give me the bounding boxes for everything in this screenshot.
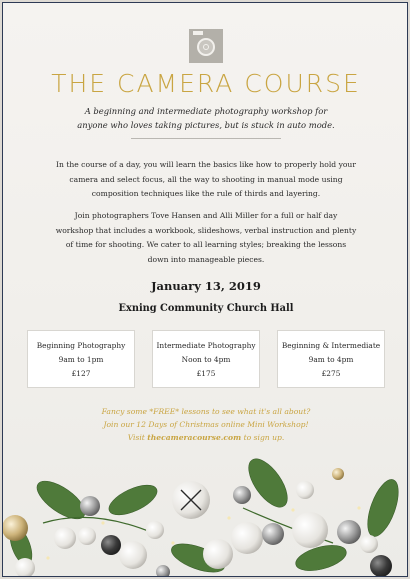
website-link[interactable]: thecameracourse.com (147, 433, 242, 442)
divider (131, 138, 281, 139)
session-price: £175 (196, 369, 216, 378)
promo-line-3: Visit thecameracourse.com to sign up. (127, 433, 285, 442)
session-time: 9am to 1pm (58, 355, 104, 364)
session-name: Beginning & Intermediate (281, 341, 381, 350)
session-name: Intermediate Photography (156, 341, 256, 350)
christmas-decoration-image (3, 448, 408, 577)
event-venue: Exning Community Church Hall (118, 303, 294, 314)
course-tagline: A beginning and intermediate photography workshop for anyone who loves taking pictures, but is stuck in auto mode. (77, 106, 335, 130)
promo-line-1: Fancy some *FREE* lessons to see what it's all about? (101, 407, 311, 416)
flyer-page (2, 2, 408, 577)
session-card-beginning (27, 330, 135, 388)
session-name: Beginning Photography (36, 341, 126, 350)
session-time: 9am to 4pm (308, 355, 354, 364)
session-price: £275 (321, 369, 341, 378)
session-price: £127 (71, 369, 91, 378)
details-paragraph: Join photographers Tove Hansen and Alli Miller for a full or half day workshop that includes a workbook, slideshows, verbal instruction and plenty of time for shooting. We cater to all learning styles; breaking the lessons down into manageable pieces. (55, 211, 357, 265)
camera-logo-icon (189, 29, 223, 63)
promo-line-2: Join our 12 Days of Christmas online Mini Workshop! (103, 420, 309, 429)
session-card-combined (277, 330, 385, 388)
intro-paragraph: In the course of a day, you will learn the basics like how to properly hold your camera and select focus, all the way to shooting in manual mode using composition techniques like the rule of thirds and layering. (56, 160, 356, 199)
session-card-intermediate (152, 330, 260, 388)
course-title: THE CAMERA COURSE (51, 69, 361, 98)
promo-block (43, 405, 369, 444)
event-date: January 13, 2019 (151, 279, 261, 293)
session-time: Noon to 4pm (181, 355, 231, 364)
